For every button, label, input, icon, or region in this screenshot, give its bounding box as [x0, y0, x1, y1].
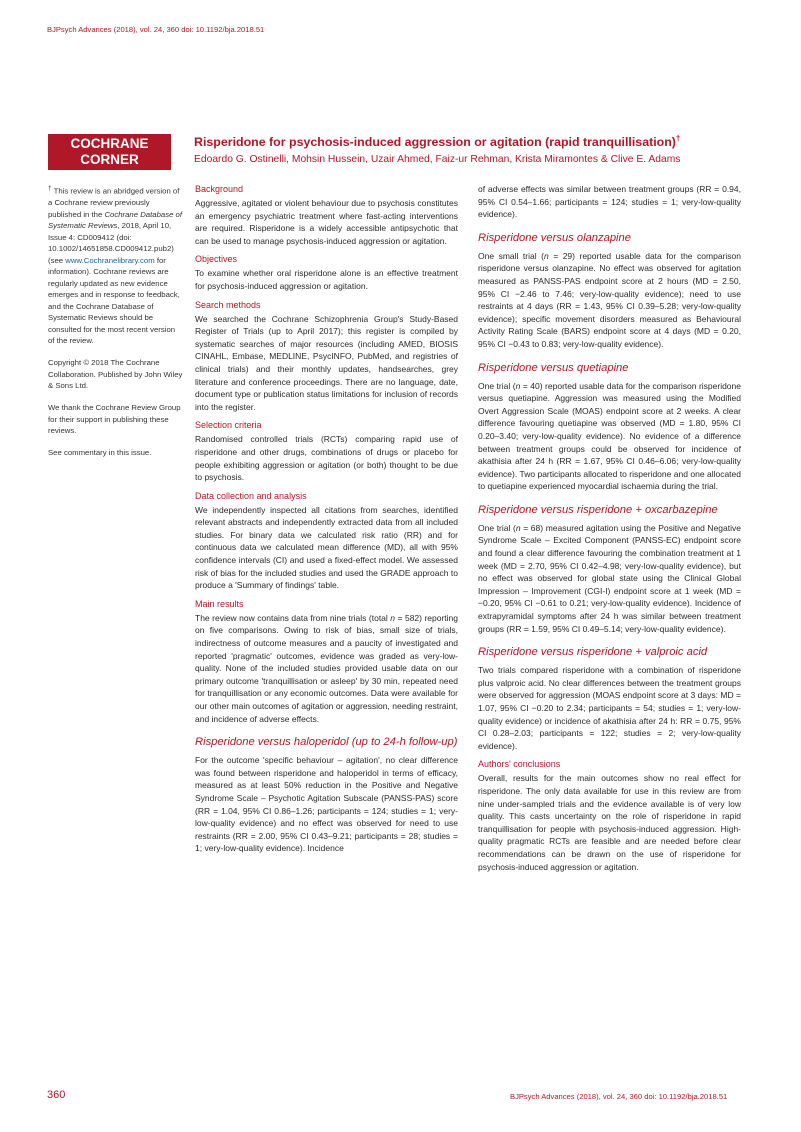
section-data-collection	[195, 490, 458, 592]
section-text: The review now contains data from nine trials (total n = 582) reporting on five comparisons. Owing to risk of bias, small size of trials, indirectness of outcome measures and a paucity of investigated and reported 'pragmatic' outcomes, evidence was graded as very-low-quality. None of the included studies provided usable data on our primary outcome 'tranquillisation or asleep' by 30 min, repeated need for tranquillisation or any economic outcomes. Data were available for our other main outcomes of agitation or aggression, needing restraint, and incidence of adverse effects.	[195, 612, 459, 724]
subsection-heading: Risperidone versus haloperidol (up to 24-h follow-up)	[195, 736, 458, 749]
commentary-note: See commentary in this issue.	[48, 448, 152, 458]
cochrane-corner-badge	[48, 134, 171, 170]
column-left	[195, 183, 458, 861]
section-olanzapine	[478, 231, 741, 351]
section-background	[195, 183, 458, 247]
page-number: 360	[47, 1089, 66, 1101]
section-text: We independently inspected all citations from searches, identified relevant abstracts and independently extracted data from all included studies. For binary data we calculated risk ratio (RR) and for continuous data we calculated mean difference (MD), all with 95% confidence intervals (CI) and used a fixed-effect model. We assessed risk of bias for the included studies and used the GRADE approach to produce a 'Summary of findings' table.	[195, 504, 458, 591]
section-heading: Authors' conclusions	[478, 759, 561, 770]
section-authors-conclusions	[478, 758, 741, 873]
section-search-methods	[195, 299, 458, 414]
section-text: Randomised controlled trials (RCTs) comparing rapid use of risperidone and other drugs, combinations of drugs or placebo for people exhibiting aggression or agitation (or both) thought to be due to psychosis.	[195, 434, 458, 483]
section-haloperidol	[195, 735, 458, 855]
sidebar	[48, 183, 183, 469]
subsection-heading: Risperidone versus risperidone + oxcarbazepine	[478, 503, 718, 516]
sidebar-footnote: † This review is an abridged version of a Cochrane review previously published in the Cochrane Database of Systematic Reviews, 2018, April 10, Issue 4: CD009412 (doi: 10.1002/14651858.CD009412.pub2) (see www.Cochranelibrary.com for information). Cochrane reviews are regularly updated as new evidence emerges and in response to feedback, and the Cochrane Database of Systematic Reviews should be consulted for the most recent version of the review.	[48, 185, 183, 346]
subsection-heading: Risperidone versus olanzapine	[478, 231, 631, 244]
journal-name: Cochrane Database of Systematic Reviews	[48, 209, 183, 231]
section-selection-criteria	[195, 419, 458, 483]
section-quetiapine	[478, 361, 741, 493]
section-heading: Selection criteria	[195, 420, 262, 431]
section-heading: Background	[195, 184, 244, 194]
title-footnote-mark: †	[675, 134, 681, 143]
acknowledgement: We thank the Cochrane Review Group for their support in publishing these reviews.	[48, 403, 181, 436]
section-objectives	[195, 253, 458, 292]
subsection-heading: Risperidone versus risperidone + valproic acid	[478, 646, 708, 659]
subsection-heading: Risperidone versus quetiapine	[478, 361, 629, 374]
section-valproic-acid	[478, 645, 741, 752]
section-text: We searched the Cochrane Schizophrenia Group's Study-Based Register of Trials (up to April 2017); this register is compiled by systematic searches of major resources (including AMED, BIOSIS CINAHL, Embase, MEDLINE, PsycINFO, PubMed, and registries of clinical trials) and their monthly updates, handsearches, grey literature and conference proceedings. There are no language, date, document type or publication status limitations for inclusion of records into the register.	[195, 313, 458, 412]
section-text: One small trial (n = 29) reported usable data for the comparison risperidone versus olanzapine. No effect was observed for agitation measured as PANSS-PAS endpoint score at 2 hours (MD = 2.50, 95% CI −2.46 to 7.46; very-low-quality evidence); need to use restraints at 4 days (RR = 1.43, 95% CI 0.39–5.28; very-low-quality evidence); specific movement disorders measured as Behavioural Activity Rating Scale (BARS) endpoint score at 4 days (MD = 0.20, 95% CI −0.43 to 0.83; very-low-quality evidence).	[478, 250, 741, 349]
section-text: To examine whether oral risperidone alone is an effective treatment for psychosis-induced aggression or agitation.	[195, 268, 458, 291]
running-head: BJPsych Advances (2018), vol. 24, 360 doi: 10.1192/bja.2018.51	[47, 25, 265, 34]
section-text: of adverse effects was similar between treatment groups (RR = 0.94, 95% CI 0.54–1.66; participants = 124; studies = 1; very-low-quality evidence).	[478, 184, 741, 220]
footnote-mark: †	[48, 185, 52, 192]
section-text: One trial (n = 68) measured agitation using the Positive and Negative Syndrome Scale – Excited Component (PANSS-EC) endpoint score and found a clear difference favouring the combination treatment at 1 week (MD = 2.70, 95% CI 0.42–4.98; very-low-quality evidence), but no effect was observed for global state using the Clinical Global Impression – Improvement (CGI-I) endpoint score at 1 week (MD = −0.20, 95% CI −0.61 to 0.21; very-low-quality evidence). Incidence of extrapyramidal symptoms after 24 h was similar between treatment groups (RR = 1.59, 95% CI 0.49–5.14; very-low-quality evidence).	[478, 522, 741, 634]
section-haloperidol-continued	[478, 183, 741, 221]
footer-citation: BJPsych Advances (2018), vol. 24, 360 doi: 10.1192/bja.2018.51	[510, 1092, 728, 1101]
section-text: Aggressive, agitated or violent behaviour due to psychosis constitutes an emergency psychiatric treatment where fast-acting interventions are required. Risperidone is a widely accessible antipsychotic that can be used to manage psychosis-induced aggression or agitation.	[195, 198, 458, 246]
section-text: Overall, results for the main outcomes show no real effect for risperidone. The only data available for use in this review are from nine under-sampled trials and the evidence available is of very low quality. This casts uncertainty on the role of risperidone in rapid tranquillisation for people with psychosis-induced aggression. High-quality pragmatic RCTs are feasible and are needed before clear recommendations can be drawn on the use of risperidone for psychosis-induced aggression or agitation.	[478, 773, 741, 872]
section-text: One trial (n = 40) reported usable data for the comparison risperidone versus quetiapine. Aggression was measured using the Modified Overt Aggression Scale (MOAS) endpoint score at 2 weeks. A clear difference favouring quetiapine was observed (MD = 1.80, 95% CI 0.20–3.40; very-low-quality evidence). No evidence of a difference between treatment groups could be observed for incidence of akathisia after 24 h (RR = 1.67, 95% CI 0.46–6.06; very-low-quality evidence). Two participants allocated to risperidone and one allocated to quetiapine experienced myocardial ischaemia during the trial.	[478, 380, 741, 492]
title-text: Risperidone for psychosis-induced aggression or agitation (rapid tranquillisation)	[194, 135, 676, 150]
article-title	[194, 134, 774, 149]
column-right	[478, 183, 741, 879]
section-main-results	[195, 598, 458, 725]
section-oxcarbazepine	[478, 503, 741, 635]
badge-line-1: COCHRANE	[70, 136, 149, 151]
section-heading: Objectives	[195, 254, 238, 265]
section-text: Two trials compared risperidone with a combination of risperidone plus valproic acid. No clear differences between the treatment groups were observed for aggression (MOAS endpoint score at 3 days: MD = 1.07, 95% CI −0.20 to 2.34; participants = 54; studies = 1; very-low-quality evidence) or incidence of akathisia after 24 h: RR = 0.75, 95% CI 0.28–2.03; participants = 122; studies = 2; very-low-quality evidence).	[478, 665, 741, 751]
badge-line-2: CORNER	[80, 152, 139, 167]
copyright-notice: Copyright © 2018 The Cochrane Collaboration. Published by John Wiley & Sons Ltd.	[48, 358, 183, 391]
section-text: For the outcome 'specific behaviour – agitation', no clear difference was found between risperidone and haloperidol in terms of efficacy, measured as at least 50% reduction in the Positive and Negative Syndrome Scale – Psychotic Agitation Subscale (PANSS-PAS) score (RR = 1.04, 95% CI 0.86–1.26; participants = 124; studies = 1; very-low-quality evidence) and no effect was observed for need to use restraints (RR = 2.00, 95% CI 0.43–9.21; participants = 28; studies = 1; very-low-quality evidence). Incidence	[195, 755, 458, 854]
section-heading: Search methods	[195, 299, 261, 310]
cochrane-library-link[interactable]: www.Cochranelibrary.com	[65, 255, 155, 265]
section-heading: Main results	[195, 598, 244, 609]
author-list: Edoardo G. Ostinelli, Mohsin Hussein, Uzair Ahmed, Faiz-ur Rehman, Krista Miramontes & Clive E. Adams	[194, 154, 681, 165]
section-heading: Data collection and analysis	[195, 490, 307, 501]
